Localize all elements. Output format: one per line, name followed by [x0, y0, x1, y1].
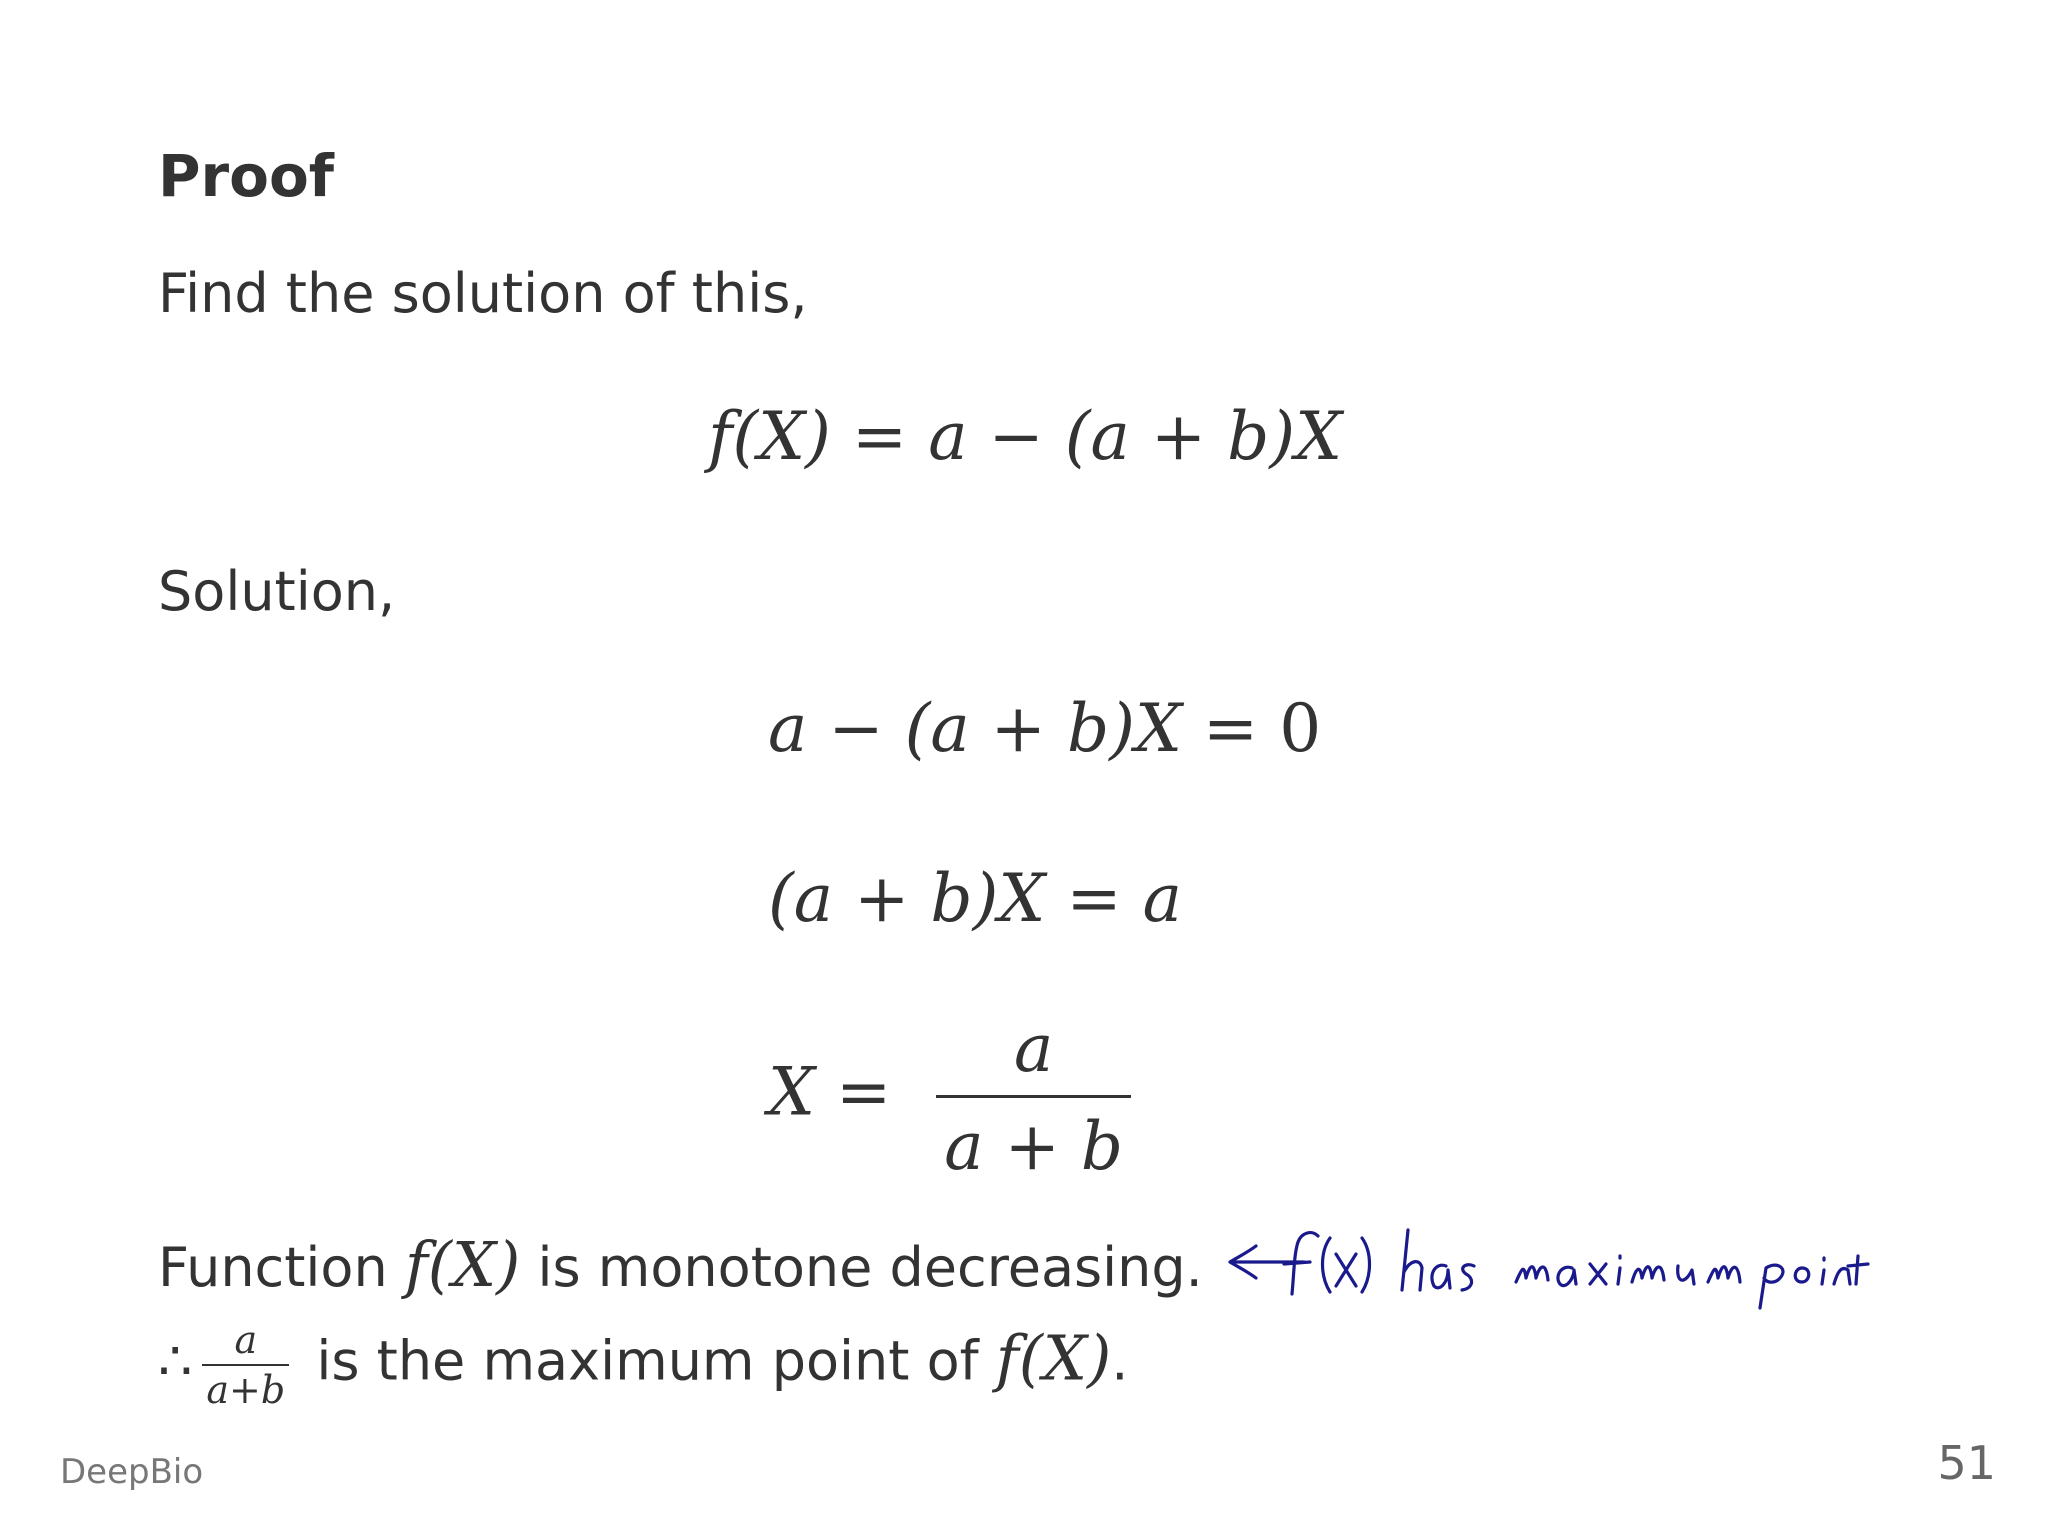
max-point-text: is the maximum point of [299, 1329, 996, 1393]
conclusion-suffix: is monotone decreasing. [520, 1236, 1203, 1299]
max-point-end: . [1111, 1329, 1129, 1393]
conclusion-line-1 [158, 1228, 1203, 1301]
main-equation-rhs: a − (a + b)X [928, 398, 1343, 475]
solution-step-3 [768, 1010, 1131, 1185]
max-point-function: f(X) [995, 1321, 1112, 1395]
handwritten-annotation [1222, 1212, 1872, 1342]
solution-step-2 [768, 860, 1182, 937]
step2-eq: = [1045, 860, 1143, 937]
step2-rhs: a [1142, 860, 1182, 937]
step3-lhs: X [768, 1053, 815, 1131]
ink-point [1760, 1256, 1868, 1308]
intro-text: Find the solution of this, [158, 262, 808, 325]
page-number: 51 [1937, 1436, 1996, 1490]
ink-maximum [1516, 1256, 1740, 1286]
step3-eq: = [815, 1053, 913, 1131]
main-equation [708, 398, 1342, 475]
main-equation-lhs: f(X) [708, 398, 831, 475]
step3-denominator: a + b [936, 1095, 1131, 1185]
ink-has [1402, 1230, 1474, 1290]
step3-fraction [936, 1010, 1131, 1185]
max-point-numerator: a [234, 1318, 258, 1362]
footer-brand: DeepBio [60, 1452, 204, 1492]
ink-paren-x [1323, 1238, 1370, 1292]
step3-numerator: a [1014, 1010, 1054, 1087]
step1-eq: = [1181, 690, 1280, 767]
max-point-fraction [202, 1318, 289, 1412]
therefore-symbol: ∴ [158, 1329, 193, 1393]
conclusion-function: f(X) [404, 1228, 521, 1301]
solution-label: Solution, [158, 560, 396, 623]
step2-lhs: (a + b)X [768, 860, 1046, 937]
solution-step-1 [768, 690, 1321, 767]
conclusion-prefix: Function [158, 1236, 405, 1299]
step1-lhs: a − (a + b)X [768, 690, 1182, 767]
main-equation-eq: = [830, 398, 929, 475]
max-point-denominator: a+b [202, 1364, 289, 1412]
slide-heading: Proof [158, 142, 335, 210]
step1-rhs: 0 [1279, 690, 1322, 767]
conclusion-line-2 [158, 1318, 1128, 1412]
ink-f [1284, 1233, 1318, 1294]
